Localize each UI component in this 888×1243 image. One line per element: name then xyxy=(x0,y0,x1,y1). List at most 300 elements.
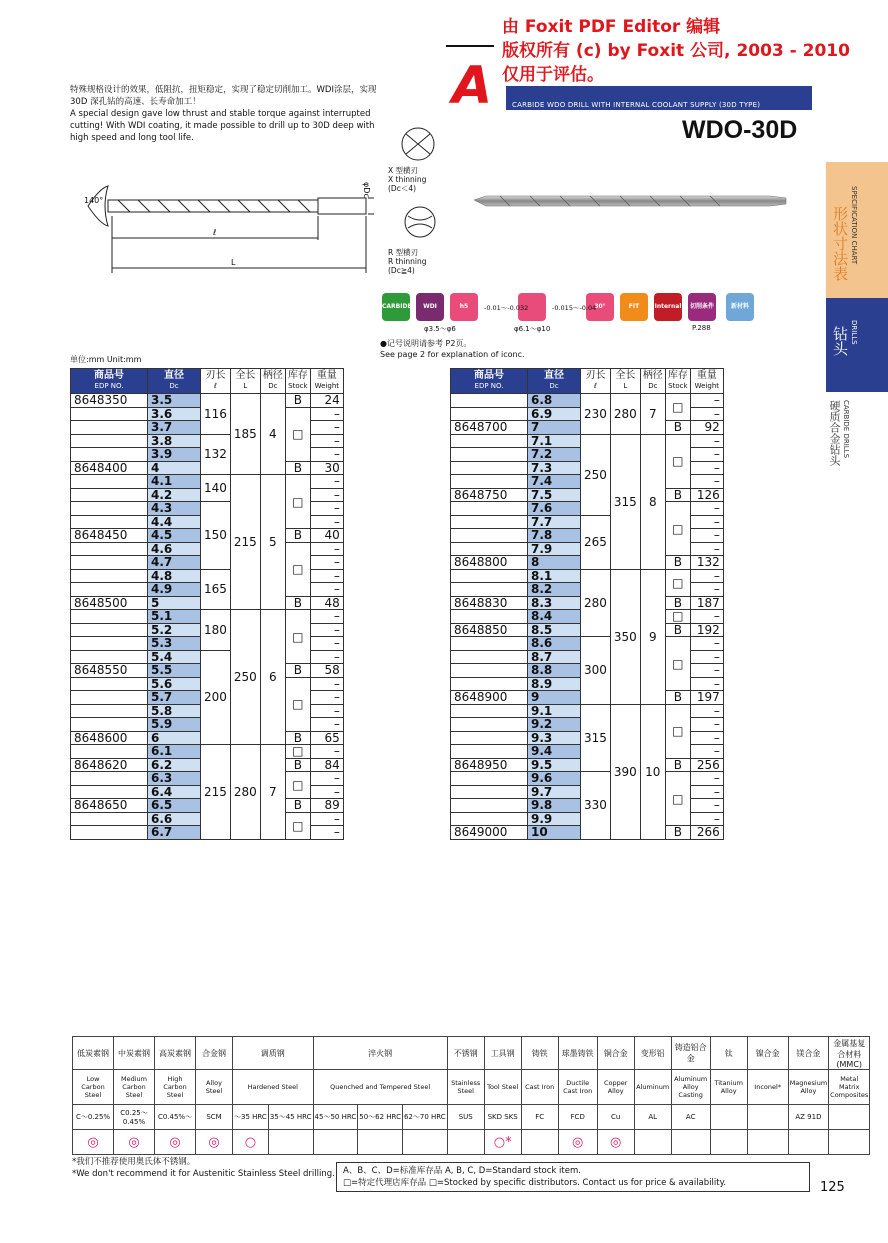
edp-cell xyxy=(451,475,528,489)
material-en: Aluminum xyxy=(634,1070,671,1105)
weight-cell: – xyxy=(310,745,343,759)
dc-cell: 4.3 xyxy=(148,502,201,516)
tl-cell: 315 xyxy=(610,434,640,569)
material-grade: SKD SKS xyxy=(484,1105,521,1130)
fl-cell: 150 xyxy=(201,502,231,570)
suitability-mark xyxy=(829,1130,870,1155)
suitability-mark xyxy=(358,1130,403,1155)
stock-cell: B xyxy=(665,421,690,435)
stock-cell: B xyxy=(285,664,310,678)
header-edp: 商品号 EDP NO. xyxy=(71,369,148,394)
edp-cell xyxy=(71,475,148,489)
edp-cell xyxy=(451,677,528,691)
edp-cell: 8648350 xyxy=(71,394,148,408)
dc-cell: 8.2 xyxy=(528,583,581,597)
description-cn: 特殊规格设计的效果，低阻抗，扭矩稳定，实现了稳定切削加工。WDI涂层，实现30D 深孔钻的高速、长寿命加工！ xyxy=(70,85,377,107)
material-cn: 不锈钢 xyxy=(447,1037,484,1070)
edp-cell xyxy=(451,502,528,516)
x-thinning-en: X thinning xyxy=(388,175,427,184)
edp-cell xyxy=(451,650,528,664)
dc-cell: 5.4 xyxy=(148,650,201,664)
header-sh: 柄径 Dc xyxy=(640,369,665,394)
stock-cell: □ xyxy=(285,610,310,664)
weight-cell: – xyxy=(690,475,723,489)
edp-cell xyxy=(451,772,528,786)
material-en: Alloy Steel xyxy=(196,1070,233,1105)
dc-cell: 6.7 xyxy=(148,826,201,840)
dc-cell: 8.1 xyxy=(528,569,581,583)
stock-cell: B xyxy=(285,799,310,813)
dc-cell: 7.8 xyxy=(528,529,581,543)
tolerance-1-range: φ3.5～φ6 xyxy=(424,325,456,333)
weight-cell: – xyxy=(310,623,343,637)
tab-carbide-en: CARBIDE DRILLS xyxy=(842,400,850,459)
x-thinning-cn: X 型横刃 xyxy=(388,166,419,175)
header-st: 库存 Stock xyxy=(665,369,690,394)
dc-cell: 4.9 xyxy=(148,583,201,597)
page-number: 125 xyxy=(820,1180,845,1195)
material-grade xyxy=(710,1105,747,1130)
edp-cell xyxy=(451,448,528,462)
dc-cell: 8.9 xyxy=(528,677,581,691)
table-row xyxy=(451,772,724,786)
icon-note-en: See page 2 for explanation of iconc. xyxy=(380,350,525,359)
edp-cell xyxy=(71,407,148,421)
header-sh-en: Dc xyxy=(268,382,278,390)
material-grade: 35～45 HRC xyxy=(268,1105,313,1130)
weight-cell: – xyxy=(690,650,723,664)
icon-note-cn: ●记号说明请参考 P2页。 xyxy=(380,339,472,348)
weight-cell: – xyxy=(690,407,723,421)
tl-cell: 185 xyxy=(230,394,260,475)
description xyxy=(70,84,380,144)
dc-cell: 5.8 xyxy=(148,704,201,718)
suitability-mark: ◎ xyxy=(114,1130,155,1155)
weight-cell: – xyxy=(310,515,343,529)
edp-cell xyxy=(71,610,148,624)
edp-cell xyxy=(451,461,528,475)
table-row xyxy=(451,704,724,718)
edp-cell xyxy=(71,583,148,597)
brand-logo: A xyxy=(452,56,493,116)
weight-cell: – xyxy=(690,664,723,678)
header-sh-en: Dc xyxy=(648,382,658,390)
weight-cell: – xyxy=(310,704,343,718)
dc-cell: 6.8 xyxy=(528,394,581,408)
dc-cell: 8 xyxy=(528,556,581,570)
icon-note xyxy=(380,338,525,360)
table-row xyxy=(451,434,724,448)
header-edp: 商品号 EDP NO. xyxy=(451,369,528,394)
table-header-row xyxy=(71,369,344,394)
stock-cell: □ xyxy=(665,434,690,488)
edp-cell xyxy=(451,610,528,624)
material-en: Titanium Alloy xyxy=(710,1070,747,1105)
dc-label: φDc xyxy=(362,182,371,198)
weight-cell: – xyxy=(310,502,343,516)
tl-cell: 390 xyxy=(610,704,640,839)
header-sh: 柄径 Dc xyxy=(260,369,285,394)
tab-spec-en: SPECIFICATION CHART xyxy=(850,186,858,265)
stock-legend-2: □=特定代理店库存品 □=Stocked by specific distributors. Contact us for price & availability. xyxy=(343,1178,727,1188)
weight-cell: – xyxy=(310,677,343,691)
edp-cell xyxy=(451,434,528,448)
material-en: Hardened Steel xyxy=(233,1070,314,1105)
material-grade: SCM xyxy=(196,1105,233,1130)
edp-cell xyxy=(71,812,148,826)
edp-cell xyxy=(71,637,148,651)
material-en: Tool Steel xyxy=(484,1070,521,1105)
page-ref[interactable]: P.288 xyxy=(692,324,711,332)
edp-cell xyxy=(71,772,148,786)
fl-cell: 250 xyxy=(581,434,611,515)
suitability-mark xyxy=(634,1130,671,1155)
dc-cell: 4.7 xyxy=(148,556,201,570)
spec-table-right xyxy=(450,368,724,840)
material-en: Aluminum Alloy Casting xyxy=(671,1070,710,1105)
material-grade: AL xyxy=(634,1105,671,1130)
suitability-mark: ◎ xyxy=(73,1130,114,1155)
r-thinning-diagram xyxy=(400,202,440,242)
weight-cell: 256 xyxy=(690,758,723,772)
fl-cell: 315 xyxy=(581,704,611,772)
weight-cell: – xyxy=(310,569,343,583)
edp-cell: 8648700 xyxy=(451,421,528,435)
sh-cell: 5 xyxy=(260,475,285,610)
dc-cell: 7.7 xyxy=(528,515,581,529)
table-row xyxy=(451,394,724,408)
dc-cell: 8.8 xyxy=(528,664,581,678)
dc-cell: 7.9 xyxy=(528,542,581,556)
fit-icon: FIT xyxy=(620,293,648,321)
weight-cell: 192 xyxy=(690,623,723,637)
dc-cell: 10 xyxy=(528,826,581,840)
material-cn: 铜合金 xyxy=(597,1037,634,1070)
tolerance-2-range: φ6.1～φ10 xyxy=(514,325,551,333)
footnote-cn: *我们不推荐使用奥氏体不锈钢。 xyxy=(72,1157,196,1167)
suitability-mark xyxy=(521,1130,558,1155)
material-grade: C～0.25% xyxy=(73,1105,114,1130)
weight-cell: 89 xyxy=(310,799,343,813)
edp-cell xyxy=(451,529,528,543)
dc-cell: 6.6 xyxy=(148,812,201,826)
stock-cell: B xyxy=(665,488,690,502)
stock-cell: □ xyxy=(285,407,310,461)
x-thinning-diagram xyxy=(396,124,440,164)
edp-cell: 8648850 xyxy=(451,623,528,637)
weight-cell: – xyxy=(690,502,723,516)
suitability-mark xyxy=(747,1130,788,1155)
dc-cell: 8.3 xyxy=(528,596,581,610)
dc-cell: 5.2 xyxy=(148,623,201,637)
dc-cell: 4.2 xyxy=(148,488,201,502)
footnote xyxy=(72,1156,335,1180)
edp-cell: 8648400 xyxy=(71,461,148,475)
weight-cell: – xyxy=(690,772,723,786)
dc-cell: 6.4 xyxy=(148,785,201,799)
weight-cell: 197 xyxy=(690,691,723,705)
suitability-mark: ◎ xyxy=(597,1130,634,1155)
fl-cell: 280 xyxy=(581,569,611,637)
header-fl: 刃长 ℓ xyxy=(581,369,611,394)
table-row xyxy=(451,569,724,583)
stock-cell: □ xyxy=(285,475,310,529)
weight-cell: – xyxy=(310,785,343,799)
dc-cell: 9.2 xyxy=(528,718,581,732)
dc-cell: 7.3 xyxy=(528,461,581,475)
r-thinning-en: R thinning xyxy=(388,257,427,266)
dc-cell: 9.3 xyxy=(528,731,581,745)
edp-cell xyxy=(71,650,148,664)
weight-cell: – xyxy=(310,812,343,826)
suitability-mark xyxy=(671,1130,710,1155)
edp-cell xyxy=(451,583,528,597)
header-tl-en: L xyxy=(623,382,628,390)
sh-cell: 10 xyxy=(640,704,665,839)
material-cn: 淬火钢 xyxy=(313,1037,447,1070)
material-grade: 62～70 HRC xyxy=(402,1105,447,1130)
stock-cell: B xyxy=(665,758,690,772)
stock-cell: □ xyxy=(285,812,310,839)
material-en: Magnesium Alloy xyxy=(788,1070,828,1105)
tolerance-1: -0.01～-0.032 xyxy=(484,304,529,312)
weight-cell: – xyxy=(690,677,723,691)
edp-cell xyxy=(451,745,528,759)
material-cn: 铸造铝合金 xyxy=(671,1037,710,1070)
weight-cell: 30 xyxy=(310,461,343,475)
header-rule xyxy=(446,45,494,47)
dc-cell: 5.7 xyxy=(148,691,201,705)
weight-cell: 126 xyxy=(690,488,723,502)
weight-cell: – xyxy=(690,704,723,718)
stock-cell: □ xyxy=(665,637,690,691)
stock-cell: B xyxy=(665,826,690,840)
dc-cell: 4.6 xyxy=(148,542,201,556)
weight-cell: – xyxy=(310,488,343,502)
edp-cell: 8648750 xyxy=(451,488,528,502)
weight-cell: 92 xyxy=(690,421,723,435)
edp-cell xyxy=(451,407,528,421)
material-en: Ductile Cast Iron xyxy=(558,1070,597,1105)
header-fl-en: ℓ xyxy=(594,382,597,390)
edp-cell: 8648620 xyxy=(71,758,148,772)
dc-cell: 6.3 xyxy=(148,772,201,786)
tab-drills-en: DRILLS xyxy=(850,320,858,345)
edp-cell xyxy=(71,488,148,502)
dc-cell: 3.9 xyxy=(148,448,201,462)
dc-cell: 5.6 xyxy=(148,677,201,691)
dc-cell: 6.9 xyxy=(528,407,581,421)
weight-cell: – xyxy=(690,434,723,448)
weight-cell: 24 xyxy=(310,394,343,408)
header-tl-en: L xyxy=(243,382,248,390)
dc-cell: 5.9 xyxy=(148,718,201,732)
header-wt: 重量 Weight xyxy=(690,369,723,394)
edp-cell xyxy=(451,785,528,799)
material-grade: AC xyxy=(671,1105,710,1130)
edp-cell xyxy=(71,448,148,462)
material-grade: 50～62 HRC xyxy=(358,1105,403,1130)
weight-cell: – xyxy=(690,799,723,813)
header-dc: 直径 Dc xyxy=(528,369,581,394)
x-thinning-caption xyxy=(388,166,426,193)
header-fl-en: ℓ xyxy=(214,382,217,390)
cutting-conditions-icon[interactable]: 切削条件 xyxy=(688,293,716,321)
edp-cell xyxy=(71,704,148,718)
header-tl: 全长 L xyxy=(610,369,640,394)
edp-cell xyxy=(451,542,528,556)
point-angle-label: 140° xyxy=(84,196,104,205)
stock-cell: B xyxy=(285,461,310,475)
material-cn: 球墨铸铁 xyxy=(558,1037,597,1070)
material-cn: 镍合金 xyxy=(747,1037,788,1070)
edp-cell xyxy=(71,745,148,759)
stock-legend-1: A、B、C、D=标准库存品 A, B, C, D=Standard stock item. xyxy=(343,1166,581,1176)
material-grade: ～35 HRC xyxy=(233,1105,269,1130)
material-cn: 镁合金 xyxy=(788,1037,828,1070)
edp-cell xyxy=(451,799,528,813)
dc-cell: 7.4 xyxy=(528,475,581,489)
weight-cell: – xyxy=(310,421,343,435)
weight-cell: – xyxy=(310,772,343,786)
suitability-mark xyxy=(313,1130,358,1155)
dc-cell: 8.7 xyxy=(528,650,581,664)
sh-cell: 7 xyxy=(640,394,665,435)
header-edp-en: EDP NO. xyxy=(94,382,124,390)
dc-cell: 3.5 xyxy=(148,394,201,408)
dc-cell: 9 xyxy=(528,691,581,705)
r-thinning-cond: (Dc≧4) xyxy=(388,266,415,275)
material-cn: 调质钢 xyxy=(233,1037,314,1070)
fl-cell: 330 xyxy=(581,772,611,840)
suitability-mark xyxy=(402,1130,447,1155)
edp-cell xyxy=(71,421,148,435)
edp-cell xyxy=(71,623,148,637)
shank-tolerance-icon: h5 xyxy=(450,293,478,321)
material-grade: SUS xyxy=(447,1105,484,1130)
overall-length-label: L xyxy=(231,258,236,267)
footnote-en: *We don't recommend it for Austenitic Stainless Steel drilling. xyxy=(72,1169,335,1179)
weight-cell: – xyxy=(310,583,343,597)
dc-cell: 5 xyxy=(148,596,201,610)
dc-cell: 3.7 xyxy=(148,421,201,435)
stock-cell: □ xyxy=(665,704,690,758)
table-row xyxy=(71,394,344,408)
material-grade: C0.45%～ xyxy=(155,1105,196,1130)
fl-cell: 300 xyxy=(581,637,611,705)
material-en: Low Carbon Steel xyxy=(73,1070,114,1105)
weight-cell: – xyxy=(690,529,723,543)
stock-cell: B xyxy=(665,556,690,570)
weight-cell: – xyxy=(690,718,723,732)
dc-cell: 5.5 xyxy=(148,664,201,678)
edp-cell xyxy=(451,569,528,583)
weight-cell: – xyxy=(690,515,723,529)
header-wt-en: Weight xyxy=(314,382,339,390)
weight-cell: – xyxy=(310,650,343,664)
material-cn: 变形铝 xyxy=(634,1037,671,1070)
suitability-mark: ○ xyxy=(233,1130,269,1155)
suitability-mark: ◎ xyxy=(196,1130,233,1155)
weight-cell: – xyxy=(690,610,723,624)
edp-cell xyxy=(71,502,148,516)
dc-cell: 8.4 xyxy=(528,610,581,624)
suitability-mark: ◎ xyxy=(155,1130,196,1155)
dc-cell: 9.4 xyxy=(528,745,581,759)
dc-cell: 5.1 xyxy=(148,610,201,624)
dc-cell: 8.6 xyxy=(528,637,581,651)
edp-cell xyxy=(451,637,528,651)
tolerance-2: -0.015～-0.04 xyxy=(552,304,597,312)
model-name: WDO-30D xyxy=(682,116,798,144)
dc-cell: 9.6 xyxy=(528,772,581,786)
sh-cell: 9 xyxy=(640,569,665,704)
suitability-mark: ◎ xyxy=(558,1130,597,1155)
weight-cell: – xyxy=(690,812,723,826)
weight-cell: – xyxy=(690,731,723,745)
stock-cell: B xyxy=(285,731,310,745)
dc-cell: 4.4 xyxy=(148,515,201,529)
material-en: Inconel* xyxy=(747,1070,788,1105)
sh-cell: 6 xyxy=(260,610,285,745)
dc-cell: 4 xyxy=(148,461,201,475)
stock-cell: □ xyxy=(665,772,690,826)
stock-cell: □ xyxy=(285,677,310,731)
edp-cell xyxy=(71,677,148,691)
edp-cell xyxy=(451,704,528,718)
dc-cell: 7.6 xyxy=(528,502,581,516)
material-cn: 铸铁 xyxy=(521,1037,558,1070)
dc-cell: 6.5 xyxy=(148,799,201,813)
stock-cell: B xyxy=(665,623,690,637)
dc-cell: 9.5 xyxy=(528,758,581,772)
edp-cell: 8648650 xyxy=(71,799,148,813)
suitability-mark: ○* xyxy=(484,1130,521,1155)
watermark-line-3: 仅用于评估。 xyxy=(502,65,604,85)
r-thinning-cn: R 型横刃 xyxy=(388,248,419,257)
edp-cell: 8648450 xyxy=(71,529,148,543)
header-fl: 刃长 ℓ xyxy=(201,369,231,394)
edp-cell: 8649000 xyxy=(451,826,528,840)
material-grade xyxy=(747,1105,788,1130)
stock-cell: B xyxy=(285,394,310,408)
weight-cell: – xyxy=(310,542,343,556)
header-dc-en: Dc xyxy=(549,382,559,390)
header-wt: 重量 Weight xyxy=(310,369,343,394)
stock-cell: □ xyxy=(665,394,690,421)
suitability-mark xyxy=(447,1130,484,1155)
edp-cell: 8648500 xyxy=(71,596,148,610)
weight-cell: – xyxy=(690,569,723,583)
header-wt-en: Weight xyxy=(694,382,719,390)
material-en: Stainless Steel xyxy=(447,1070,484,1105)
material-cn: 金属基复合材料(MMC) xyxy=(829,1037,870,1070)
material-en: High Carbon Steel xyxy=(155,1070,196,1105)
unit-label: 单位:mm Unit:mm xyxy=(70,355,142,364)
weight-cell: – xyxy=(690,461,723,475)
weight-cell: 84 xyxy=(310,758,343,772)
description-en: A special design gave low thrust and stable torque against interrupted cutting! With WDI coating, it made possible to drill up to 30D deep with high speed and long tool life. xyxy=(70,109,375,143)
header-edp-en: EDP NO. xyxy=(474,382,504,390)
weight-cell: – xyxy=(310,407,343,421)
edp-cell: 8648950 xyxy=(451,758,528,772)
stock-cell: □ xyxy=(665,610,690,624)
edp-cell: 8648830 xyxy=(451,596,528,610)
tl-cell: 250 xyxy=(230,610,260,745)
header-dc: 直径 Dc xyxy=(148,369,201,394)
material-en: Cast Iron xyxy=(521,1070,558,1105)
drill-dimension-drawing xyxy=(78,168,378,278)
